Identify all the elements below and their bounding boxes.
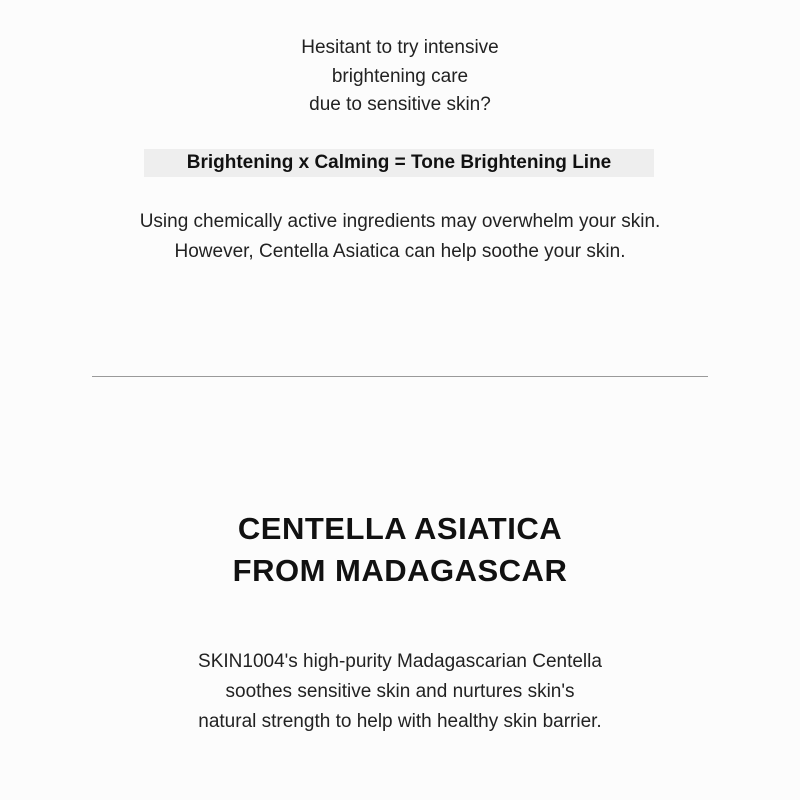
intro-paragraph — [0, 207, 800, 267]
section-heading — [0, 508, 800, 592]
section-body — [0, 647, 800, 737]
paragraph-line: However, Centella Asiatica can help soothe your skin. — [174, 241, 626, 262]
heading-line: CENTELLA ASIATICA — [237, 511, 563, 546]
intro-line: brightening care — [331, 65, 469, 87]
body-line: soothes sensitive skin and nurtures skin's — [225, 681, 575, 702]
paragraph-line: Using chemically active ingredients may overwhelm your skin. — [139, 211, 661, 232]
intro-line: Hesitant to try intensive — [301, 37, 499, 58]
divider — [92, 376, 708, 377]
heading-line: FROM MADAGASCAR — [232, 553, 568, 588]
highlight-banner: Brightening x Calming = Tone Brightening Line — [144, 149, 654, 177]
intro-question — [0, 34, 800, 120]
body-line: SKIN1004's high-purity Madagascarian Centella — [198, 651, 602, 672]
body-line: natural strength to help with healthy skin barrier. — [198, 711, 602, 732]
intro-line: due to sensitive skin? — [309, 94, 491, 115]
